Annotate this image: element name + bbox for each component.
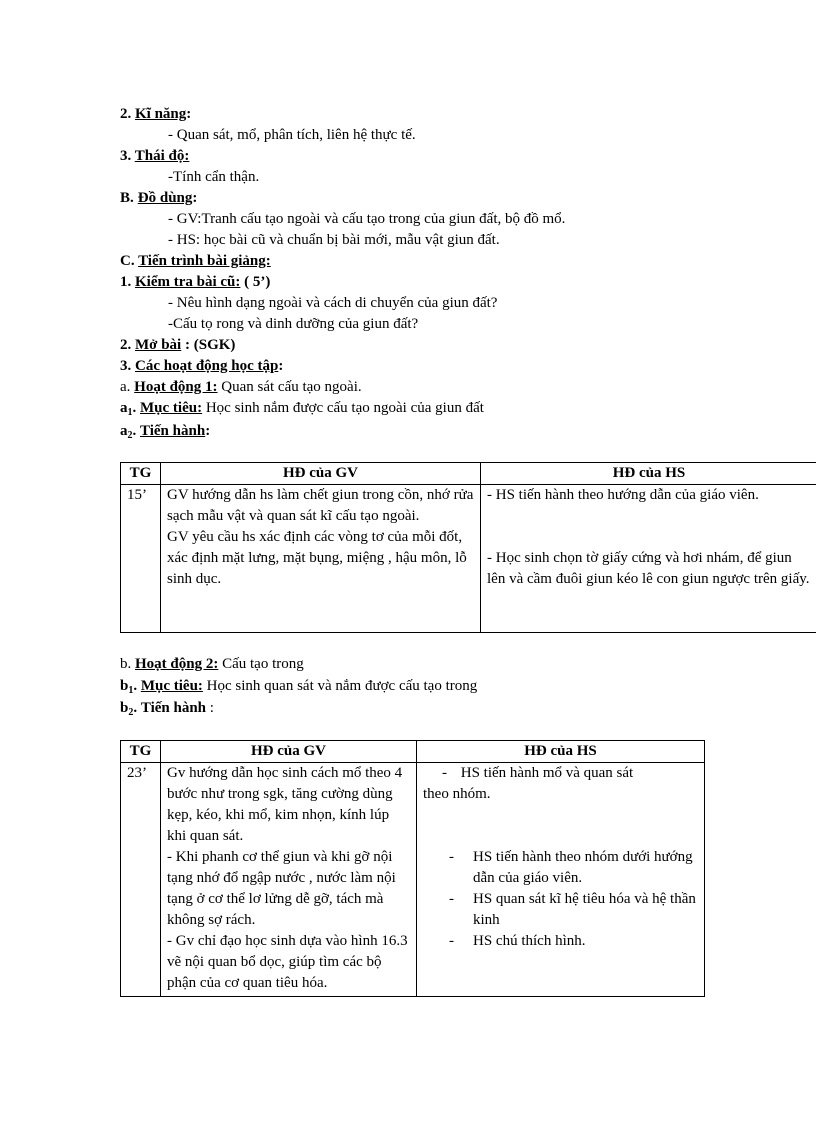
goal-title: Mục tiêu: bbox=[140, 678, 203, 694]
heading-tien-trinh bbox=[120, 251, 271, 272]
gv-step-1: GV hướng dẫn hs làm chết giun trong cồn, nhớ rửa sạch mẫu vật và quan sát kĩ cấu tạo ngoài. bbox=[167, 487, 474, 524]
heading-number: 2. bbox=[120, 337, 132, 353]
activity-1-heading bbox=[120, 377, 362, 398]
hs-step-1-text: HS tiến hành mổ và quan sát bbox=[460, 765, 634, 781]
heading-ki-nang bbox=[120, 104, 191, 125]
proc-colon: : bbox=[209, 700, 214, 716]
heading-mo-bai bbox=[120, 335, 235, 356]
header-gv: HĐ của GV bbox=[161, 463, 481, 485]
header-tg: TG bbox=[121, 741, 161, 763]
list-item bbox=[423, 931, 698, 952]
table-header-row bbox=[121, 741, 705, 763]
heading-title: Kiểm tra bài cũ: bbox=[135, 274, 241, 290]
goal-prefix: $b_1$. bbox=[120, 678, 138, 696]
dash: - bbox=[449, 849, 454, 865]
activity-2-table bbox=[120, 740, 705, 997]
gv-step-2: GV yêu cầu hs xác định các vòng tơ của mỗi đốt, xác định mặt lưng, mặt bụng, miệng , hậu môn, lỗ sinh dục. bbox=[167, 529, 467, 587]
cell-gv bbox=[161, 763, 417, 997]
heading-number: 1. bbox=[120, 274, 132, 290]
heading-title: Các hoạt động học tập bbox=[135, 358, 279, 374]
goal-prefix-sub: 1 bbox=[127, 407, 133, 418]
dash: - bbox=[442, 765, 447, 781]
table-row bbox=[121, 763, 705, 997]
heading-thai-do bbox=[120, 146, 189, 167]
spacer bbox=[423, 826, 698, 847]
activity-desc: Quan sát cấu tạo ngoài. bbox=[221, 379, 362, 395]
spacer bbox=[423, 805, 698, 826]
cell-hs bbox=[417, 763, 705, 997]
heading-rest: : (SGK) bbox=[184, 337, 236, 353]
heading-kiem-tra bbox=[120, 272, 270, 293]
proc-prefix: $a_2$. bbox=[120, 423, 137, 441]
proc-prefix-letter: b bbox=[120, 700, 129, 716]
activity-title: Hoạt động 2: bbox=[135, 656, 219, 672]
hs-item-text: HS chú thích hình. bbox=[473, 933, 586, 949]
kiem-tra-question-2: -Cấu tọ rong và dinh dưỡng của giun đất? bbox=[168, 316, 419, 332]
hs-item-text: HS tiến hành theo nhóm dưới hướng dẫn của giáo viên. bbox=[473, 849, 693, 886]
activity-prefix: b. bbox=[120, 656, 132, 672]
hs-list bbox=[423, 847, 698, 952]
activity-1-table bbox=[120, 462, 816, 633]
activity-1-goal bbox=[120, 398, 484, 419]
proc-prefix: $b_2$. bbox=[120, 700, 138, 718]
heading-title: Đồ dùng bbox=[137, 190, 193, 206]
hs-step-1 bbox=[423, 763, 698, 784]
heading-number: 2. bbox=[120, 106, 132, 122]
dash: - bbox=[449, 891, 454, 907]
heading-number: 3. bbox=[120, 358, 132, 374]
proc-title: Tiến hành bbox=[140, 423, 206, 439]
goal-title: Mục tiêu: bbox=[140, 400, 203, 416]
goal-text: Học sinh nắm được cấu tạo ngoài của giun đất bbox=[205, 400, 484, 416]
ki-nang-item: - Quan sát, mổ, phân tích, liên hệ thực tế. bbox=[168, 127, 416, 143]
kiem-tra-question-1: - Nêu hình dạng ngoài và cách di chuyển của giun đất? bbox=[168, 295, 498, 311]
cell-hs bbox=[481, 485, 816, 633]
goal-prefix: $a_1$. bbox=[120, 400, 137, 418]
header-gv: HĐ của GV bbox=[161, 741, 417, 763]
goal-prefix-letter: a bbox=[120, 400, 128, 416]
heading-letter: B. bbox=[120, 190, 134, 206]
heading-hoat-dong bbox=[120, 356, 283, 377]
heading-do-dung bbox=[120, 188, 197, 209]
list-item bbox=[423, 889, 698, 931]
proc-title: Tiến hành bbox=[140, 700, 207, 716]
spacer bbox=[487, 506, 811, 527]
heading-time: ( 5’) bbox=[244, 274, 271, 290]
activity-2-procedure bbox=[120, 698, 214, 719]
table-row bbox=[121, 485, 816, 633]
hs-step-1: - HS tiến hành theo hướng dẫn của giáo viên. bbox=[487, 487, 759, 503]
cell-time: 23’ bbox=[121, 763, 161, 997]
goal-text: Học sinh quan sát và nắm được cấu tạo trong bbox=[206, 678, 478, 694]
heading-colon: : bbox=[186, 106, 192, 122]
heading-title: Mở bài bbox=[135, 337, 182, 353]
activity-1-procedure bbox=[120, 421, 210, 442]
activity-desc: Cấu tạo trong bbox=[222, 656, 304, 672]
header-hs: HĐ của HS bbox=[481, 463, 816, 485]
hs-item-text: HS quan sát kĩ hệ tiêu hóa và hệ thần kinh bbox=[473, 891, 696, 928]
activity-prefix: a. bbox=[120, 379, 131, 395]
heading-title: Thái độ: bbox=[134, 148, 190, 164]
gv-step-2: - Khi phanh cơ thể giun và khi gỡ nội tạng nhớ đổ ngập nước , nước làm nội tạng ở cơ thể lơ lửng dễ gỡ, tách mà không sợ rách. bbox=[167, 849, 396, 928]
thai-do-item: -Tính cẩn thận. bbox=[168, 169, 260, 185]
do-dung-item-gv: - GV:Tranh cấu tạo ngoài và cấu tạo trong của giun đất, bộ đồ mổ. bbox=[168, 211, 566, 227]
goal-prefix-sub: 1 bbox=[128, 685, 134, 696]
proc-prefix-letter: a bbox=[120, 423, 128, 439]
hs-step-1-cont: theo nhóm. bbox=[423, 786, 491, 802]
activity-2-goal bbox=[120, 676, 477, 697]
do-dung-item-hs: - HS: học bài cũ và chuẩn bị bài mới, mẫu vật giun đất. bbox=[168, 232, 500, 248]
heading-colon: : bbox=[192, 190, 198, 206]
cell-time: 15’ bbox=[121, 485, 161, 633]
table-header-row bbox=[121, 463, 816, 485]
spacer bbox=[487, 527, 811, 548]
proc-prefix-sub: 2 bbox=[127, 430, 133, 441]
heading-number: 3. bbox=[120, 148, 132, 164]
gv-step-3: - Gv chỉ đạo học sinh dựa vào hình 16.3 vẽ nội quan bổ dọc, giúp tìm các bộ phận của cơ quan tiêu hóa. bbox=[167, 933, 408, 991]
gv-step-1: Gv hướng dẫn học sinh cách mổ theo 4 bước như trong sgk, tăng cường dùng kẹp, kéo, khi mổ, kim nhọn, kính lúp khi quan sát. bbox=[167, 765, 403, 844]
list-item bbox=[423, 847, 698, 889]
heading-colon: : bbox=[278, 358, 284, 374]
heading-title: Tiến trình bài giảng: bbox=[138, 253, 271, 269]
goal-prefix-letter: b bbox=[120, 678, 129, 694]
heading-letter: C. bbox=[120, 253, 135, 269]
header-hs: HĐ của HS bbox=[417, 741, 705, 763]
cell-gv bbox=[161, 485, 481, 633]
activity-2-heading bbox=[120, 654, 304, 675]
proc-prefix-sub: 2 bbox=[128, 707, 134, 718]
proc-colon: : bbox=[205, 423, 211, 439]
hs-step-2: - Học sinh chọn tờ giấy cứng và hơi nhám, để giun lên và cầm đuôi giun kéo lê con giun ngược trên giấy. bbox=[487, 550, 810, 587]
dash: - bbox=[449, 933, 454, 949]
heading-title: Kĩ năng bbox=[135, 106, 187, 122]
header-tg: TG bbox=[121, 463, 161, 485]
activity-title: Hoạt động 1: bbox=[134, 379, 218, 395]
